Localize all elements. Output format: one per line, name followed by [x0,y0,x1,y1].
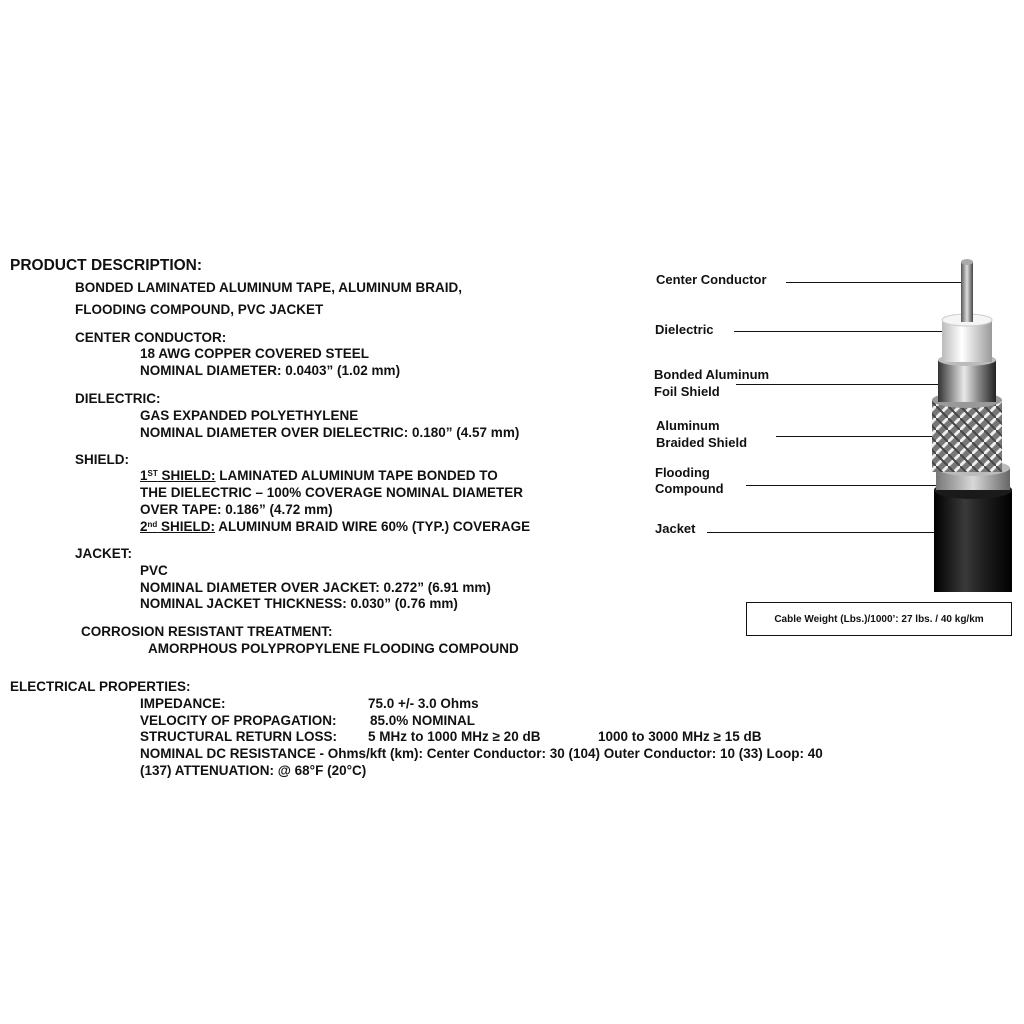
label-jacket: Jacket [655,521,696,536]
electrical-heading: ELECTRICAL PROPERTIES: [10,679,191,694]
jacket-line: NOMINAL JACKET THICKNESS: 0.030” (0.76 mm) [140,596,458,611]
label-flooding-compound: Compound [655,481,724,496]
attenuation-line: (137) ATTENUATION: @ 68°F (20°C) [140,763,367,778]
cable-weight-text: Cable Weight (Lbs.)/1000’: 27 lbs. / 40 kg/km [774,613,984,625]
return-loss-label: STRUCTURAL RETURN LOSS: [140,729,337,744]
label-braided-shield: Aluminum [656,418,720,433]
corrosion-heading: CORROSION RESISTANT TREATMENT: [81,624,333,639]
cable-weight-box [746,602,1012,636]
center-conductor-line: NOMINAL DIAMETER: 0.0403” (1.02 mm) [140,363,401,378]
jacket-heading: JACKET: [75,546,133,561]
product-description-line: BONDED LAMINATED ALUMINUM TAPE, ALUMINUM BRAID, [75,280,462,295]
label-foil-shield: Foil Shield [654,384,720,399]
shield-heading: SHIELD: [75,452,129,467]
return-loss-value: 1000 to 3000 MHz ≥ 15 dB [598,729,762,744]
jacket-line: PVC [140,563,168,578]
label-dielectric: Dielectric [655,322,714,337]
dielectric-heading: DIELECTRIC: [75,391,161,406]
velocity-value: 85.0% NOMINAL [370,713,476,728]
dielectric-line: NOMINAL DIAMETER OVER DIELECTRIC: 0.180” (4.57 mm) [140,425,520,440]
impedance-label: IMPEDANCE: [140,696,226,711]
shield-line: THE DIELECTRIC – 100% COVERAGE NOMINAL DIAMETER [140,485,524,500]
coax-cable-illustration [900,250,1024,600]
label-foil-shield: Bonded Aluminum [654,367,770,382]
velocity-label: VELOCITY OF PROPAGATION: [140,713,337,728]
corrosion-line: AMORPHOUS POLYPROPYLENE FLOODING COMPOUND [148,641,519,656]
second-shield-label: 2nd SHIELD: [140,519,216,534]
impedance-value: 75.0 +/- 3.0 Ohms [368,696,479,711]
shield-line: OVER TAPE: 0.186” (4.72 mm) [140,502,333,517]
dielectric-line: GAS EXPANDED POLYETHYLENE [140,408,359,423]
label-braided-shield: Braided Shield [656,435,748,450]
product-description-line: FLOODING COMPOUND, PVC JACKET [75,302,324,317]
center-conductor-line: 18 AWG COPPER COVERED STEEL [140,346,370,361]
return-loss-value: 5 MHz to 1000 MHz ≥ 20 dB [368,729,541,744]
label-center-conductor: Center Conductor [656,272,767,287]
dc-resistance-line: NOMINAL DC RESISTANCE - Ohms/kft (km): Center Conductor: 30 (104) Outer Conductor: 10 (33) Loop: 40 [140,746,823,761]
product-description-heading: PRODUCT DESCRIPTION: [10,257,203,274]
first-shield-label: 1ST SHIELD: [140,468,216,483]
jacket-line: NOMINAL DIAMETER OVER JACKET: 0.272” (6.91 mm) [140,580,491,595]
first-shield-line: 1ST SHIELD: LAMINATED ALUMINUM TAPE BONDED TO [140,468,498,483]
label-flooding-compound: Flooding [655,465,710,480]
center-conductor-heading: CENTER CONDUCTOR: [75,330,227,345]
second-shield-line: 2nd SHIELD: ALUMINUM BRAID WIRE 60% (TYP.) COVERAGE [140,519,531,534]
